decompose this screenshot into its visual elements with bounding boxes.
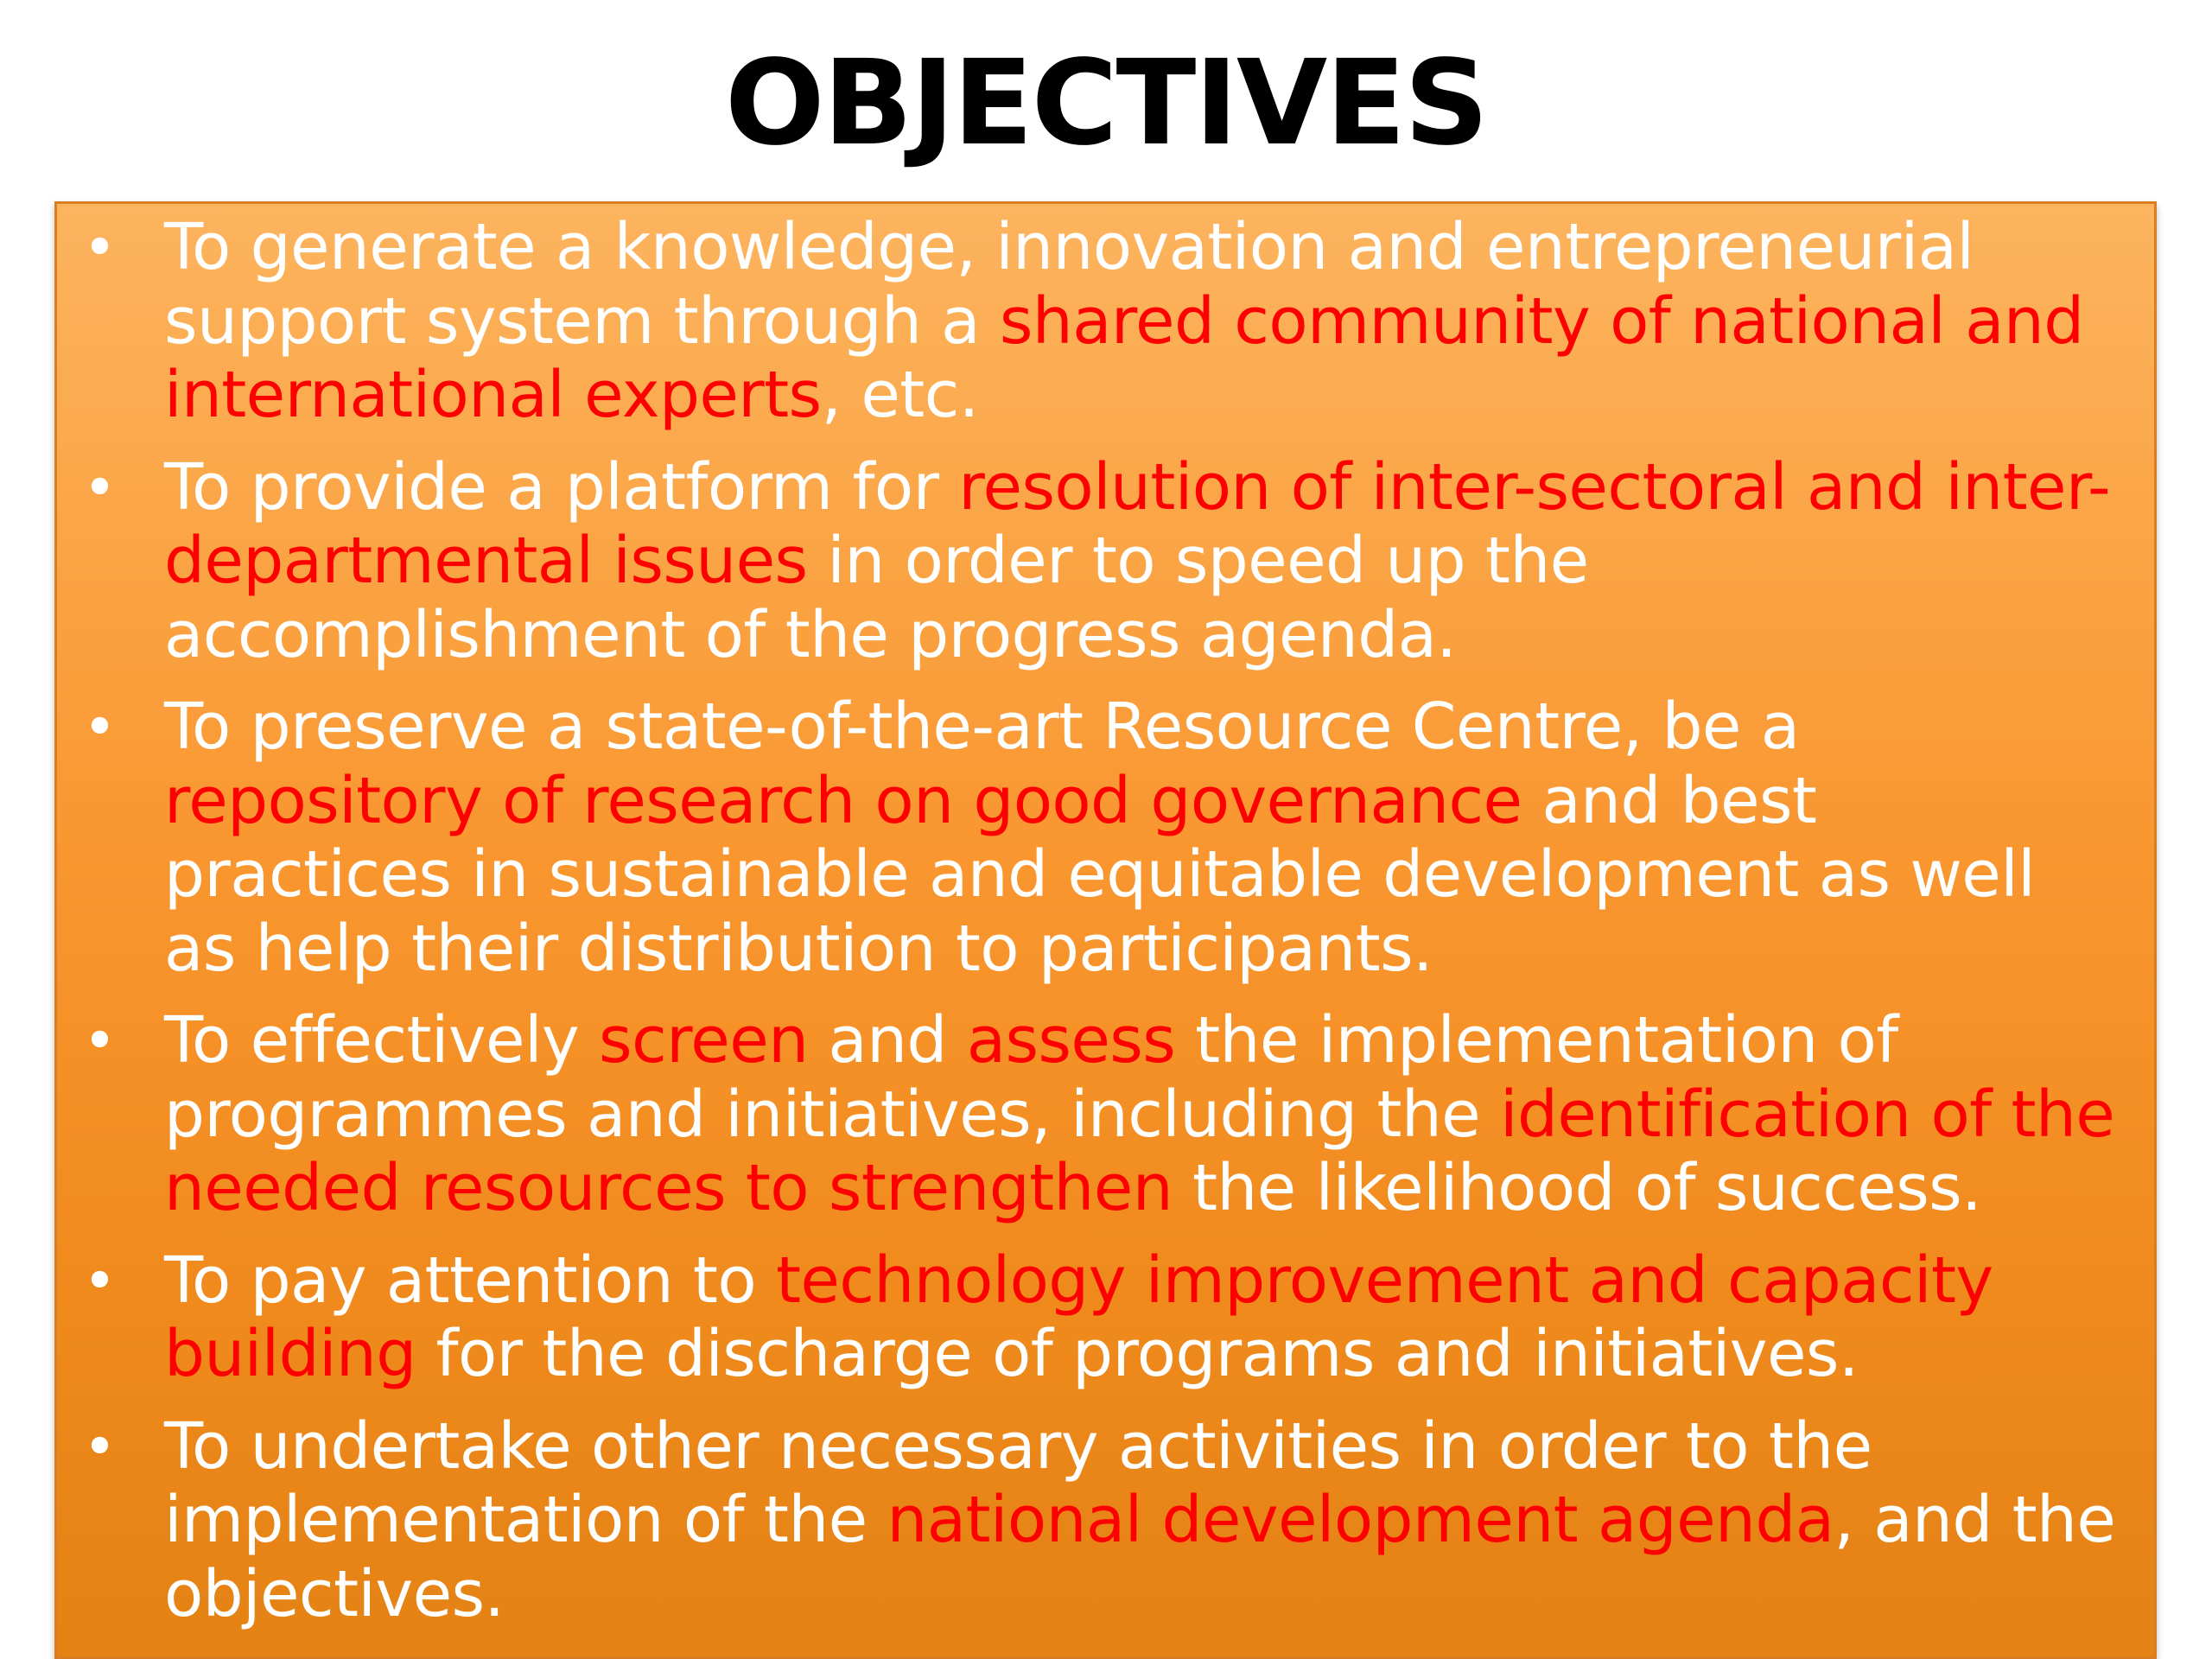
bullet-icon: • (83, 1413, 117, 1480)
objective-text: the implementation of programmes and initiatives, including the (164, 1003, 1898, 1152)
objective-text: To preserve a state-of-the-art Resource Centre, be a (164, 690, 1800, 764)
objective-highlight-text: national development agenda (887, 1483, 1834, 1557)
objective-text: and (808, 1003, 967, 1077)
bullet-icon: • (83, 694, 117, 760)
objective-highlight-text: technology improvement and capacity building (164, 1243, 1993, 1391)
objectives-box (54, 201, 2157, 1659)
objective-item (57, 211, 2120, 433)
bullet-icon: • (83, 1007, 117, 1074)
objective-text: , and the objectives. (164, 1483, 2116, 1631)
objective-highlight-text: shared community of national and international experts (164, 283, 2084, 432)
objective-text: To undertake other necessary activities in order to the implementation of the (164, 1408, 1872, 1557)
objectives-list (57, 211, 2120, 1631)
objective-text: , etc. (821, 358, 979, 432)
bullet-icon: • (83, 214, 117, 281)
objective-text: in order to speed up the accomplishment of the progress agenda. (164, 524, 1589, 672)
objective-highlight-text: repository of research on good governance (164, 763, 1522, 838)
objective-item (57, 1004, 2120, 1226)
objective-item (57, 451, 2120, 673)
objective-text: To generate a knowledge, innovation and entrepreneurial support system through a (164, 210, 1974, 359)
objective-highlight-text: assess (966, 1003, 1176, 1077)
slide-title: OBJECTIVES (724, 35, 1488, 172)
objective-text: To provide a platform for (164, 449, 959, 524)
objective-text: To effectively (164, 1003, 600, 1077)
objective-item (57, 1244, 2120, 1392)
objective-text: for the discharge of programs and initiatives. (416, 1317, 1859, 1391)
objective-item (57, 1410, 2120, 1632)
objective-highlight-text: identification of the needed resources to strengthen (164, 1077, 2115, 1225)
objective-item (57, 690, 2120, 986)
objective-highlight-text: screen (599, 1003, 809, 1077)
objective-text: the likelihood of success. (1173, 1151, 1982, 1225)
bullet-icon: • (83, 454, 117, 521)
objective-text: To pay attention to (164, 1243, 776, 1318)
objective-highlight-text: resolution of inter-sectoral and inter-departmental issues (164, 449, 2111, 598)
bullet-icon: • (83, 1247, 117, 1314)
objective-text: and best practices in sustainable and equitable development as well as help their distribution to participants. (164, 763, 2036, 986)
